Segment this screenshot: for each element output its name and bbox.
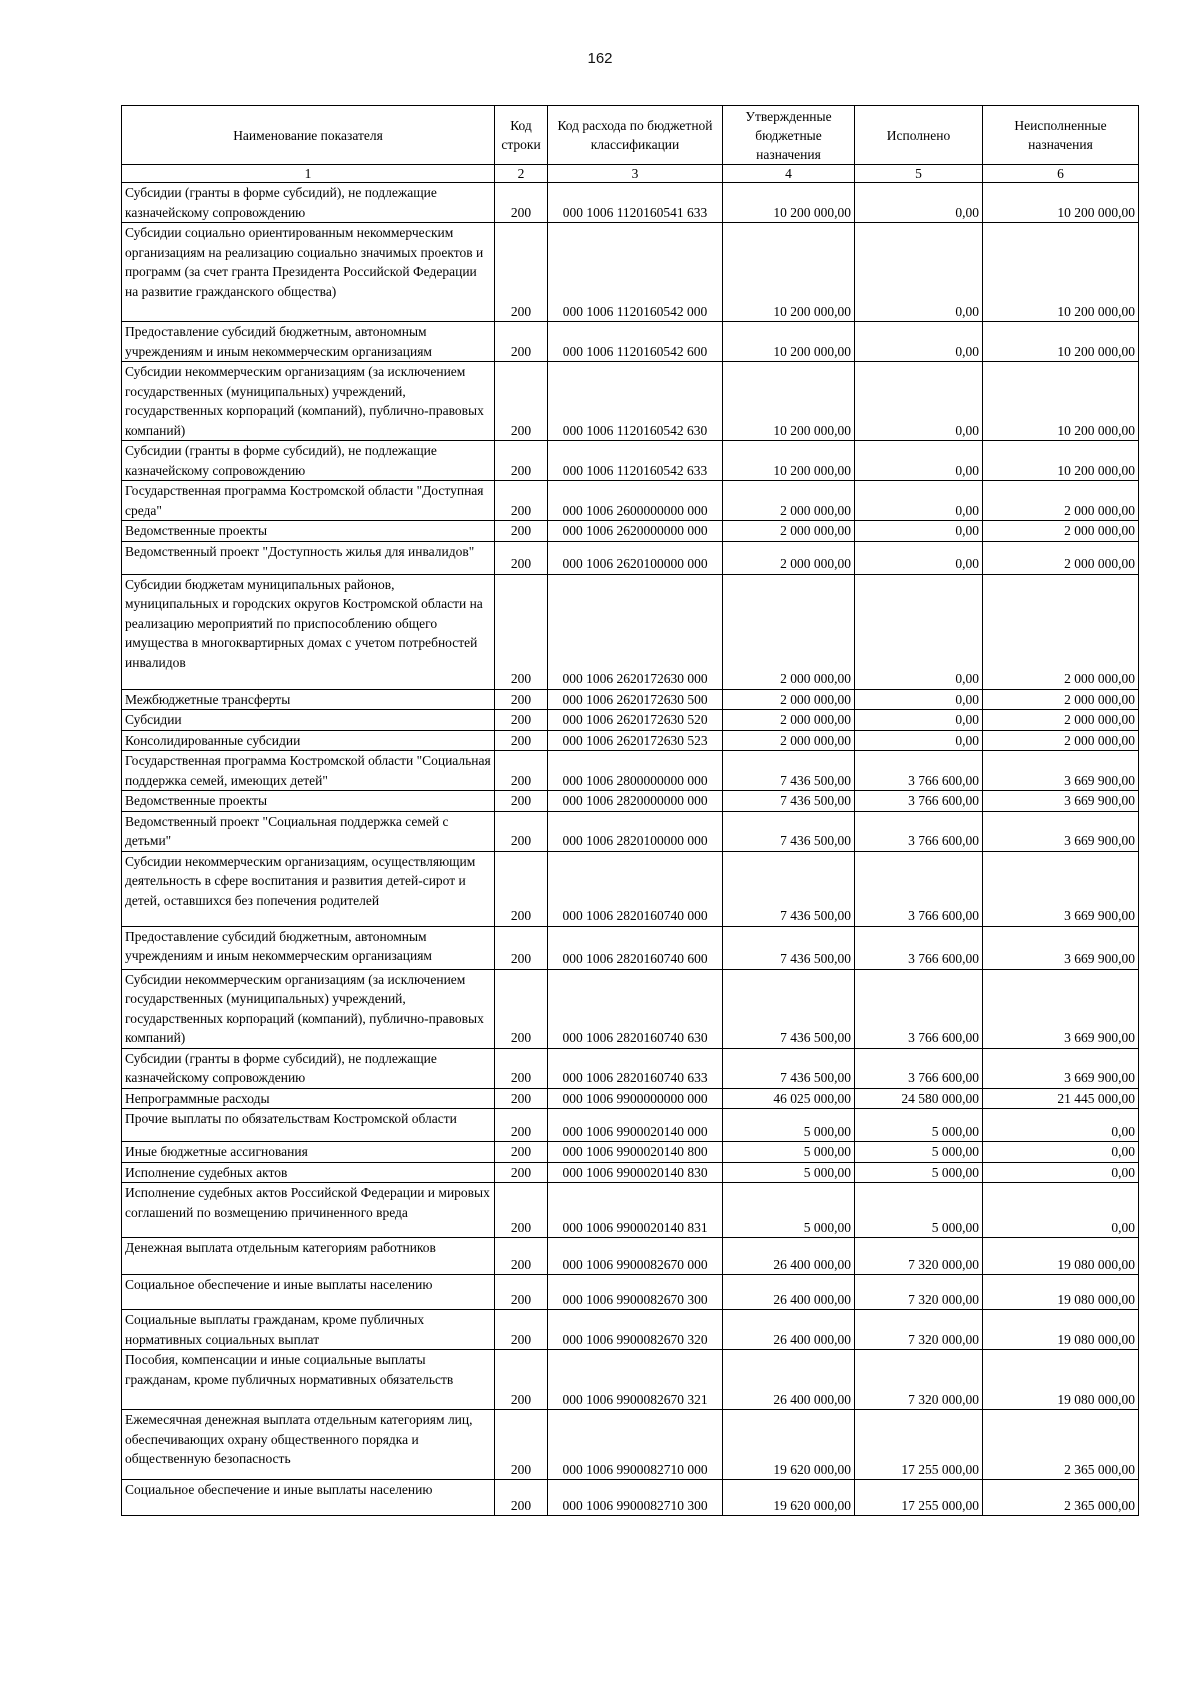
approved-amount-cell: 19 620 000,00: [723, 1480, 855, 1516]
budget-code-cell: 000 1006 9900020140 000: [548, 1109, 723, 1142]
line-code-cell: 200: [495, 362, 548, 441]
unexecuted-amount-cell: 2 000 000,00: [983, 521, 1139, 542]
budget-code-cell: 000 1006 2620172630 523: [548, 730, 723, 751]
unexecuted-amount-cell: 19 080 000,00: [983, 1275, 1139, 1310]
unexecuted-amount-cell: 2 000 000,00: [983, 481, 1139, 521]
unexecuted-amount-cell: 21 445 000,00: [983, 1088, 1139, 1109]
unexecuted-amount-cell: 2 000 000,00: [983, 574, 1139, 689]
indicator-name-cell: Социальное обеспечение и иные выплаты населению: [122, 1480, 495, 1516]
approved-amount-cell: 26 400 000,00: [723, 1238, 855, 1275]
approved-amount-cell: 5 000,00: [723, 1142, 855, 1163]
table-row: [122, 574, 1139, 689]
line-code-cell: 200: [495, 441, 548, 481]
approved-amount-cell: 7 436 500,00: [723, 811, 855, 851]
unexecuted-amount-cell: 10 200 000,00: [983, 362, 1139, 441]
table-row: [122, 1275, 1139, 1310]
executed-amount-cell: 0,00: [855, 710, 983, 731]
unexecuted-amount-cell: 19 080 000,00: [983, 1238, 1139, 1275]
header-indicator-name: Наименование показателя: [122, 106, 495, 165]
indicator-name-cell: Субсидии некоммерческим организациям, осуществляющим деятельность в сфере воспитания и развития детей-сирот и детей, оставшихся без попечения родителей: [122, 851, 495, 926]
indicator-name-cell: Ведомственные проекты: [122, 521, 495, 542]
indicator-name-cell: Социальное обеспечение и иные выплаты населению: [122, 1275, 495, 1310]
budget-code-cell: 000 1006 9900082710 300: [548, 1480, 723, 1516]
budget-code-cell: 000 1006 2820000000 000: [548, 791, 723, 812]
indicator-name-cell: Ведомственные проекты: [122, 791, 495, 812]
approved-amount-cell: 2 000 000,00: [723, 730, 855, 751]
indicator-name-cell: Субсидии (гранты в форме субсидий), не подлежащие казначейскому сопровождению: [122, 1048, 495, 1088]
executed-amount-cell: 5 000,00: [855, 1183, 983, 1238]
budget-code-cell: 000 1006 2620100000 000: [548, 541, 723, 574]
indicator-name-cell: Ведомственный проект "Социальная поддержка семей с детьми": [122, 811, 495, 851]
budget-code-cell: 000 1006 1120160542 630: [548, 362, 723, 441]
header-line-code: Код строки: [495, 106, 548, 165]
budget-code-cell: 000 1006 9900020140 831: [548, 1183, 723, 1238]
approved-amount-cell: 2 000 000,00: [723, 541, 855, 574]
budget-code-cell: 000 1006 9900000000 000: [548, 1088, 723, 1109]
unexecuted-amount-cell: 3 669 900,00: [983, 969, 1139, 1048]
approved-amount-cell: 2 000 000,00: [723, 481, 855, 521]
line-code-cell: 200: [495, 541, 548, 574]
approved-amount-cell: 2 000 000,00: [723, 710, 855, 731]
header-unexecuted: Неисполненные назначения: [983, 106, 1139, 165]
approved-amount-cell: 10 200 000,00: [723, 223, 855, 322]
executed-amount-cell: 0,00: [855, 574, 983, 689]
line-code-cell: 200: [495, 1109, 548, 1142]
executed-amount-cell: 0,00: [855, 183, 983, 223]
executed-amount-cell: 3 766 600,00: [855, 791, 983, 812]
indicator-name-cell: Предоставление субсидий бюджетным, автономным учреждениям и иным некоммерческим организациям: [122, 322, 495, 362]
unexecuted-amount-cell: 3 669 900,00: [983, 811, 1139, 851]
budget-code-cell: 000 1006 1120160541 633: [548, 183, 723, 223]
approved-amount-cell: 5 000,00: [723, 1109, 855, 1142]
line-code-cell: 200: [495, 1410, 548, 1480]
column-number-row: [122, 165, 1139, 183]
indicator-name-cell: Иные бюджетные ассигнования: [122, 1142, 495, 1163]
unexecuted-amount-cell: 3 669 900,00: [983, 791, 1139, 812]
budget-code-cell: 000 1006 1120160542 000: [548, 223, 723, 322]
approved-amount-cell: 2 000 000,00: [723, 574, 855, 689]
executed-amount-cell: 0,00: [855, 521, 983, 542]
unexecuted-amount-cell: 0,00: [983, 1162, 1139, 1183]
column-number: 3: [548, 165, 723, 183]
indicator-name-cell: Ведомственный проект "Доступность жилья для инвалидов": [122, 541, 495, 574]
line-code-cell: 200: [495, 183, 548, 223]
budget-code-cell: 000 1006 9900082670 321: [548, 1350, 723, 1410]
indicator-name-cell: Исполнение судебных актов Российской Федерации и мировых соглашений по возмещению причиненного вреда: [122, 1183, 495, 1238]
executed-amount-cell: 3 766 600,00: [855, 1048, 983, 1088]
column-number: 1: [122, 165, 495, 183]
column-number: 2: [495, 165, 548, 183]
table-row: [122, 811, 1139, 851]
approved-amount-cell: 26 400 000,00: [723, 1275, 855, 1310]
table-row: [122, 541, 1139, 574]
unexecuted-amount-cell: 2 000 000,00: [983, 689, 1139, 710]
approved-amount-cell: 7 436 500,00: [723, 926, 855, 969]
executed-amount-cell: 7 320 000,00: [855, 1238, 983, 1275]
budget-code-cell: 000 1006 2800000000 000: [548, 751, 723, 791]
indicator-name-cell: Социальные выплаты гражданам, кроме публичных нормативных социальных выплат: [122, 1310, 495, 1350]
budget-code-cell: 000 1006 2820160740 000: [548, 851, 723, 926]
executed-amount-cell: 0,00: [855, 689, 983, 710]
unexecuted-amount-cell: 3 669 900,00: [983, 1048, 1139, 1088]
line-code-cell: 200: [495, 223, 548, 322]
budget-code-cell: 000 1006 1120160542 633: [548, 441, 723, 481]
executed-amount-cell: 0,00: [855, 362, 983, 441]
approved-amount-cell: 7 436 500,00: [723, 751, 855, 791]
table-row: [122, 1238, 1139, 1275]
line-code-cell: 200: [495, 574, 548, 689]
indicator-name-cell: Государственная программа Костромской области "Социальная поддержка семей, имеющих детей": [122, 751, 495, 791]
line-code-cell: 200: [495, 1162, 548, 1183]
indicator-name-cell: Ежемесячная денежная выплата отдельным категориям лиц, обеспечивающих охрану общественного порядка и общественную безопасность: [122, 1410, 495, 1480]
unexecuted-amount-cell: 2 000 000,00: [983, 541, 1139, 574]
unexecuted-amount-cell: 0,00: [983, 1142, 1139, 1163]
indicator-name-cell: Межбюджетные трансферты: [122, 689, 495, 710]
page-number: 162: [587, 50, 613, 67]
table-row: [122, 1162, 1139, 1183]
approved-amount-cell: 7 436 500,00: [723, 791, 855, 812]
executed-amount-cell: 3 766 600,00: [855, 751, 983, 791]
table-body: [122, 183, 1139, 1516]
approved-amount-cell: 7 436 500,00: [723, 969, 855, 1048]
indicator-name-cell: Субсидии бюджетам муниципальных районов, муниципальных и городских округов Костромской области на реализацию мероприятий по приспособлению общего имущества в многоквартирных домах с учетом потребностей инвалидов: [122, 574, 495, 689]
approved-amount-cell: 7 436 500,00: [723, 1048, 855, 1088]
table-row: [122, 926, 1139, 969]
unexecuted-amount-cell: 10 200 000,00: [983, 183, 1139, 223]
approved-amount-cell: 2 000 000,00: [723, 689, 855, 710]
unexecuted-amount-cell: 2 365 000,00: [983, 1480, 1139, 1516]
approved-amount-cell: 10 200 000,00: [723, 183, 855, 223]
budget-execution-table: [121, 105, 1139, 1516]
indicator-name-cell: Субсидии некоммерческим организациям (за исключением государственных (муниципальных) учреждений, государственных корпораций (компаний), публично-правовых компаний): [122, 362, 495, 441]
table-row: [122, 322, 1139, 362]
line-code-cell: 200: [495, 689, 548, 710]
executed-amount-cell: 24 580 000,00: [855, 1088, 983, 1109]
unexecuted-amount-cell: 10 200 000,00: [983, 322, 1139, 362]
line-code-cell: 200: [495, 851, 548, 926]
table-row: [122, 689, 1139, 710]
executed-amount-cell: 0,00: [855, 481, 983, 521]
approved-amount-cell: 10 200 000,00: [723, 441, 855, 481]
approved-amount-cell: 10 200 000,00: [723, 322, 855, 362]
budget-code-cell: 000 1006 2820160740 630: [548, 969, 723, 1048]
approved-amount-cell: 7 436 500,00: [723, 851, 855, 926]
indicator-name-cell: Субсидии социально ориентированным некоммерческим организациям на реализацию социально значимых проектов и программ (за счет гранта Президента Российской Федерации на развитие гражданского общества): [122, 223, 495, 322]
executed-amount-cell: 17 255 000,00: [855, 1410, 983, 1480]
indicator-name-cell: Субсидии: [122, 710, 495, 731]
unexecuted-amount-cell: 3 669 900,00: [983, 851, 1139, 926]
column-number: 6: [983, 165, 1139, 183]
budget-code-cell: 000 1006 1120160542 600: [548, 322, 723, 362]
budget-code-cell: 000 1006 2620172630 000: [548, 574, 723, 689]
table-row: [122, 521, 1139, 542]
indicator-name-cell: Субсидии некоммерческим организациям (за исключением государственных (муниципальных) учреждений, государственных корпораций (компаний), публично-правовых компаний): [122, 969, 495, 1048]
table-row: [122, 1142, 1139, 1163]
approved-amount-cell: 2 000 000,00: [723, 521, 855, 542]
column-number: 4: [723, 165, 855, 183]
unexecuted-amount-cell: 10 200 000,00: [983, 223, 1139, 322]
indicator-name-cell: Предоставление субсидий бюджетным, автономным учреждениям и иным некоммерческим организациям: [122, 926, 495, 969]
approved-amount-cell: 26 400 000,00: [723, 1310, 855, 1350]
table-row: [122, 1350, 1139, 1410]
executed-amount-cell: 5 000,00: [855, 1162, 983, 1183]
executed-amount-cell: 5 000,00: [855, 1142, 983, 1163]
table-row: [122, 362, 1139, 441]
unexecuted-amount-cell: 3 669 900,00: [983, 751, 1139, 791]
table-row: [122, 851, 1139, 926]
table-row: [122, 1410, 1139, 1480]
line-code-cell: 200: [495, 1480, 548, 1516]
approved-amount-cell: 19 620 000,00: [723, 1410, 855, 1480]
line-code-cell: 200: [495, 1275, 548, 1310]
table-row: [122, 1310, 1139, 1350]
header-budget-code: Код расхода по бюджетной классификации: [548, 106, 723, 165]
budget-code-cell: 000 1006 9900082670 300: [548, 1275, 723, 1310]
budget-code-cell: 000 1006 9900082670 000: [548, 1238, 723, 1275]
table-row: [122, 969, 1139, 1048]
table-row: [122, 1088, 1139, 1109]
executed-amount-cell: 7 320 000,00: [855, 1350, 983, 1410]
indicator-name-cell: Субсидии (гранты в форме субсидий), не подлежащие казначейскому сопровождению: [122, 441, 495, 481]
unexecuted-amount-cell: 0,00: [983, 1109, 1139, 1142]
table-row: [122, 1048, 1139, 1088]
table-row: [122, 183, 1139, 223]
line-code-cell: 200: [495, 1142, 548, 1163]
indicator-name-cell: Государственная программа Костромской области "Доступная среда": [122, 481, 495, 521]
budget-code-cell: 000 1006 2600000000 000: [548, 481, 723, 521]
approved-amount-cell: 26 400 000,00: [723, 1350, 855, 1410]
line-code-cell: 200: [495, 811, 548, 851]
budget-code-cell: 000 1006 2620172630 500: [548, 689, 723, 710]
executed-amount-cell: 3 766 600,00: [855, 969, 983, 1048]
line-code-cell: 200: [495, 710, 548, 731]
budget-code-cell: 000 1006 9900082710 000: [548, 1410, 723, 1480]
budget-code-cell: 000 1006 9900020140 830: [548, 1162, 723, 1183]
executed-amount-cell: 3 766 600,00: [855, 851, 983, 926]
executed-amount-cell: 0,00: [855, 441, 983, 481]
executed-amount-cell: 0,00: [855, 730, 983, 751]
executed-amount-cell: 7 320 000,00: [855, 1275, 983, 1310]
column-number: 5: [855, 165, 983, 183]
budget-code-cell: 000 1006 2820160740 600: [548, 926, 723, 969]
line-code-cell: 200: [495, 1048, 548, 1088]
line-code-cell: 200: [495, 969, 548, 1048]
table-row: [122, 710, 1139, 731]
budget-code-cell: 000 1006 2620000000 000: [548, 521, 723, 542]
approved-amount-cell: 5 000,00: [723, 1162, 855, 1183]
indicator-name-cell: Непрограммные расходы: [122, 1088, 495, 1109]
executed-amount-cell: 17 255 000,00: [855, 1480, 983, 1516]
table-row: [122, 751, 1139, 791]
line-code-cell: 200: [495, 751, 548, 791]
indicator-name-cell: Субсидии (гранты в форме субсидий), не подлежащие казначейскому сопровождению: [122, 183, 495, 223]
unexecuted-amount-cell: 0,00: [983, 1183, 1139, 1238]
unexecuted-amount-cell: 3 669 900,00: [983, 926, 1139, 969]
executed-amount-cell: 5 000,00: [855, 1109, 983, 1142]
line-code-cell: 200: [495, 1183, 548, 1238]
line-code-cell: 200: [495, 481, 548, 521]
unexecuted-amount-cell: 2 000 000,00: [983, 710, 1139, 731]
unexecuted-amount-cell: 19 080 000,00: [983, 1350, 1139, 1410]
executed-amount-cell: 0,00: [855, 541, 983, 574]
executed-amount-cell: 0,00: [855, 223, 983, 322]
line-code-cell: 200: [495, 730, 548, 751]
budget-code-cell: 000 1006 2620172630 520: [548, 710, 723, 731]
approved-amount-cell: 5 000,00: [723, 1183, 855, 1238]
indicator-name-cell: Прочие выплаты по обязательствам Костромской области: [122, 1109, 495, 1142]
line-code-cell: 200: [495, 1310, 548, 1350]
table-row: [122, 1183, 1139, 1238]
budget-code-cell: 000 1006 9900020140 800: [548, 1142, 723, 1163]
budget-code-cell: 000 1006 9900082670 320: [548, 1310, 723, 1350]
line-code-cell: 200: [495, 1238, 548, 1275]
table-row: [122, 441, 1139, 481]
line-code-cell: 200: [495, 1350, 548, 1410]
unexecuted-amount-cell: 10 200 000,00: [983, 441, 1139, 481]
line-code-cell: 200: [495, 926, 548, 969]
executed-amount-cell: 3 766 600,00: [855, 926, 983, 969]
line-code-cell: 200: [495, 521, 548, 542]
table-row: [122, 481, 1139, 521]
budget-code-cell: 000 1006 2820100000 000: [548, 811, 723, 851]
header-executed: Исполнено: [855, 106, 983, 165]
table-header-row: [122, 106, 1139, 165]
line-code-cell: 200: [495, 1088, 548, 1109]
indicator-name-cell: Пособия, компенсации и иные социальные выплаты гражданам, кроме публичных нормативных обязательств: [122, 1350, 495, 1410]
executed-amount-cell: 3 766 600,00: [855, 811, 983, 851]
table-row: [122, 223, 1139, 322]
line-code-cell: 200: [495, 322, 548, 362]
unexecuted-amount-cell: 2 000 000,00: [983, 730, 1139, 751]
executed-amount-cell: 7 320 000,00: [855, 1310, 983, 1350]
table-row: [122, 730, 1139, 751]
line-code-cell: 200: [495, 791, 548, 812]
unexecuted-amount-cell: 2 365 000,00: [983, 1410, 1139, 1480]
approved-amount-cell: 10 200 000,00: [723, 362, 855, 441]
indicator-name-cell: Консолидированные субсидии: [122, 730, 495, 751]
table-row: [122, 1109, 1139, 1142]
executed-amount-cell: 0,00: [855, 322, 983, 362]
approved-amount-cell: 46 025 000,00: [723, 1088, 855, 1109]
table-row: [122, 1480, 1139, 1516]
budget-code-cell: 000 1006 2820160740 633: [548, 1048, 723, 1088]
indicator-name-cell: Денежная выплата отдельным категориям работников: [122, 1238, 495, 1275]
unexecuted-amount-cell: 19 080 000,00: [983, 1310, 1139, 1350]
header-approved: Утвержденные бюджетные назначения: [723, 106, 855, 165]
table-row: [122, 791, 1139, 812]
indicator-name-cell: Исполнение судебных актов: [122, 1162, 495, 1183]
